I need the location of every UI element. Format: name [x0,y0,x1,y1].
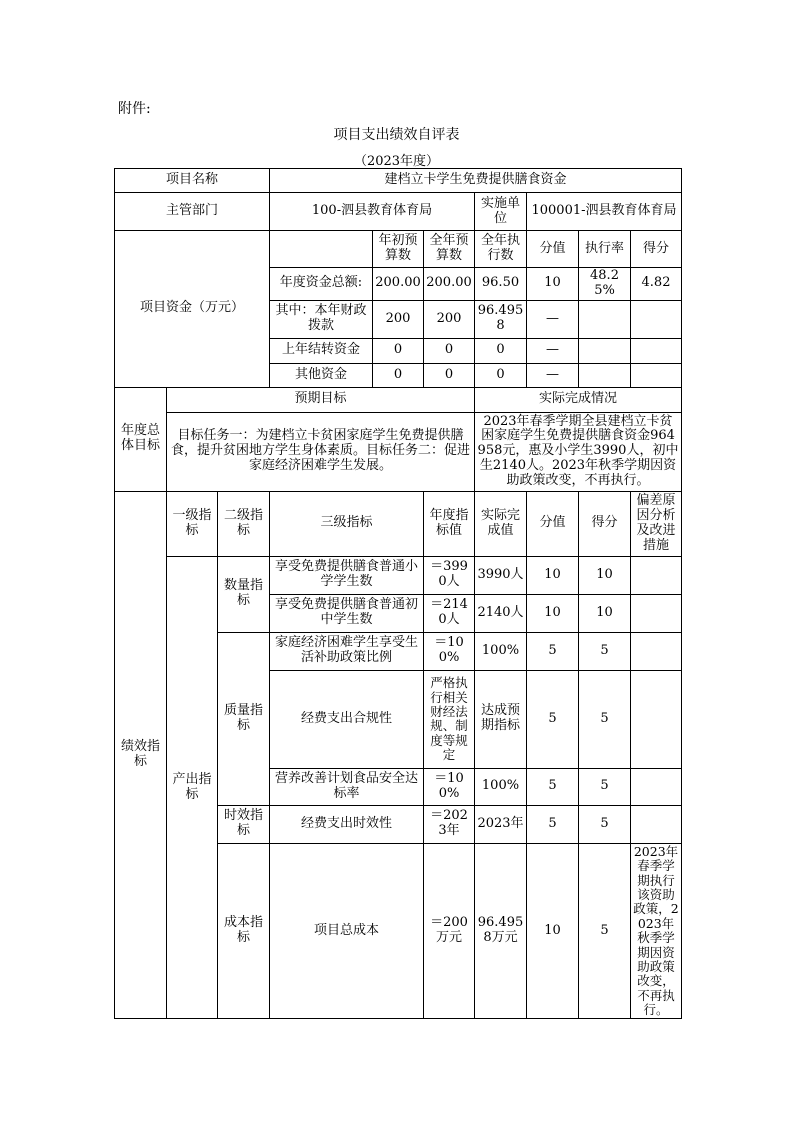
funds-label: 项目资金（万元） [115,231,270,388]
indicator-target: ＝3990人 [424,556,475,594]
expected-goal-text: 目标任务一：为建档立卡贫困家庭学生免费提供膳食，提升贫困地方学生身体素质。目标任务二：促进家庭经济困难学生发展。 [167,412,475,491]
funds-header-weight: 分值 [527,231,579,268]
level2-quality: 质量指标 [218,632,270,805]
indicator-deviation [631,556,682,594]
funds-row-initial: 200.00 [373,268,424,301]
indicator-score: 5 [579,670,631,768]
indicator-weight: 10 [527,556,579,594]
project-name-label: 项目名称 [115,169,270,193]
indicator-score: 5 [579,768,631,805]
project-name-row [115,169,682,193]
funds-row-executed: 0 [475,338,527,363]
actual-completion-header: 实际完成情况 [475,387,682,412]
funds-row-name: 其中：本年财政拨款 [270,300,373,338]
indicator-weight: 5 [527,768,579,805]
indicator-row [115,556,682,594]
level2-timeliness: 时效指标 [218,805,270,843]
funds-row-annual: 200.00 [424,268,475,301]
level2-quantity: 数量指标 [218,556,270,632]
indicator-weight: 10 [527,594,579,632]
actual-completion-text: 2023年春季学期全县建档立卡贫困家庭学生免费提供膳食资金964958元，惠及小学生3990人，初中生2140人。2023年秋季学期因资助政策改变，不再执行。 [475,412,682,491]
department-value: 100-泗县教育体育局 [270,193,475,231]
indicator-actual: 100% [475,632,527,670]
department-row [115,193,682,231]
indicator-name: 家庭经济困难学生享受生活补助政策比例 [270,632,424,670]
performance-self-evaluation-table [114,168,682,1019]
funds-row-initial: 0 [373,363,424,387]
indicator-score: 10 [579,594,631,632]
indicator-score: 5 [579,805,631,843]
funds-row-executed: 0 [475,363,527,387]
project-name-value: 建档立卡学生免费提供膳食资金 [270,169,682,193]
indicator-name: 经费支出合规性 [270,670,424,768]
department-label: 主管部门 [115,193,270,231]
header-level1: 一级指标 [167,491,218,556]
funds-header-executed: 全年执行数 [475,231,527,268]
funds-row-executed: 96.50 [475,268,527,301]
indicator-name: 经费支出时效性 [270,805,424,843]
funds-row-score [631,363,682,387]
indicator-weight: 5 [527,670,579,768]
indicator-deviation [631,805,682,843]
funds-row-name: 其他资金 [270,363,373,387]
header-target: 年度指标值 [424,491,475,556]
funds-header-score: 得分 [631,231,682,268]
funds-row-weight: — [527,363,579,387]
indicator-target: ＝100% [424,632,475,670]
funds-row-annual: 0 [424,363,475,387]
indicators-label: 绩效指标 [115,491,167,1019]
funds-row-weight: 10 [527,268,579,301]
indicator-target: ＝100% [424,768,475,805]
funds-row-rate: 48.25% [579,268,631,301]
level1-output: 产出指标 [167,556,218,1019]
funds-row-initial: 0 [373,338,424,363]
indicator-name: 享受免费提供膳食普通小学学生数 [270,556,424,594]
expected-goal-header: 预期目标 [167,387,475,412]
indicator-weight: 5 [527,632,579,670]
header-score: 得分 [579,491,631,556]
indicator-deviation [631,670,682,768]
funds-row-initial: 200 [373,300,424,338]
indicator-weight: 10 [527,843,579,1019]
form-year: （2023年度） [353,154,440,169]
annex-label: 附件: [118,101,151,117]
header-level3: 三级指标 [270,491,424,556]
indicator-name: 营养改善计划食品安全达标率 [270,768,424,805]
goals-label: 年度总体目标 [115,387,167,491]
indicator-deviation: 2023年春季学期执行该资助政策，2023年秋季学期因资助政策改变，不再执行。 [631,843,682,1019]
funds-header-annual: 全年预算数 [424,231,475,268]
indicator-weight: 5 [527,805,579,843]
implementing-unit-value: 100001-泗县教育体育局 [527,193,682,231]
indicator-header-row [115,491,682,556]
indicator-target: ＝200万元 [424,843,475,1019]
funds-header-row [115,231,682,268]
indicator-actual: 3990人 [475,556,527,594]
indicator-deviation [631,632,682,670]
indicator-deviation [631,594,682,632]
header-actual: 实际完成值 [475,491,527,556]
indicator-actual: 达成预期指标 [475,670,527,768]
funds-row-score [631,300,682,338]
funds-row-name: 上年结转资金 [270,338,373,363]
indicator-score: 5 [579,632,631,670]
funds-row-weight: — [527,300,579,338]
indicator-actual: 96.4958万元 [475,843,527,1019]
indicator-score: 10 [579,556,631,594]
indicator-target: ＝2140人 [424,594,475,632]
indicator-actual: 2023年 [475,805,527,843]
indicator-target: 严格执行相关财经法规、制度等规定 [424,670,475,768]
indicator-target: ＝2023年 [424,805,475,843]
funds-row-rate [579,300,631,338]
funds-row-executed: 96.4958 [475,300,527,338]
indicator-deviation [631,768,682,805]
form-title: 项目支出绩效自评表 [333,127,460,143]
funds-row-name: 年度资金总额: [270,268,373,301]
indicator-score: 5 [579,843,631,1019]
indicator-actual: 2140人 [475,594,527,632]
funds-row-annual: 0 [424,338,475,363]
header-deviation: 偏差原因分析及改进措施 [631,491,682,556]
goals-content-row [115,412,682,491]
indicator-name: 项目总成本 [270,843,424,1019]
funds-row-weight: — [527,338,579,363]
level2-cost: 成本指标 [218,843,270,1019]
funds-row-rate [579,338,631,363]
goals-header-row [115,387,682,412]
funds-row-annual: 200 [424,300,475,338]
funds-row-score [631,338,682,363]
indicator-actual: 100% [475,768,527,805]
indicator-name: 享受免费提供膳食普通初中学生数 [270,594,424,632]
funds-header-initial: 年初预算数 [373,231,424,268]
implementing-unit-label: 实施单位 [475,193,527,231]
funds-header-rate: 执行率 [579,231,631,268]
funds-header-blank [270,231,373,268]
funds-row-rate [579,363,631,387]
header-weight: 分值 [527,491,579,556]
funds-row-score: 4.82 [631,268,682,301]
header-level2: 二级指标 [218,491,270,556]
